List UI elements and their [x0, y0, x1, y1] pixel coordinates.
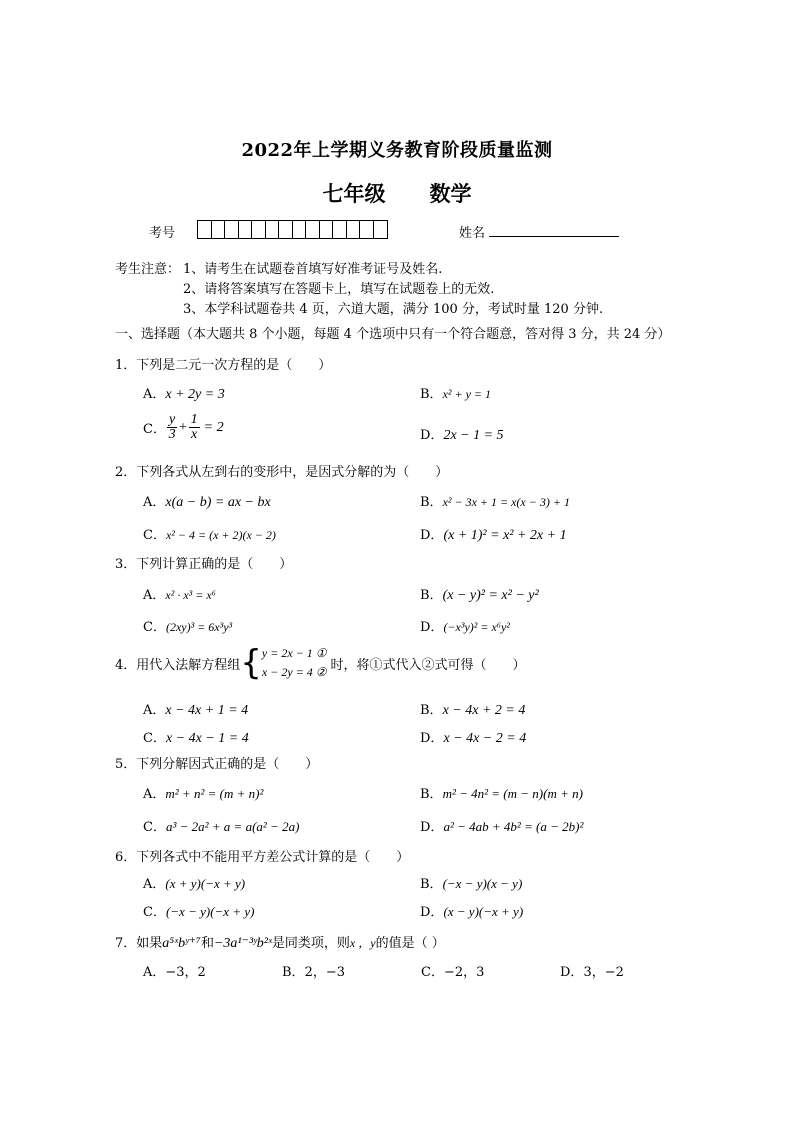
option-expr: 3，−2 — [583, 965, 624, 980]
q3-option-a[interactable] — [143, 584, 216, 603]
option-label: D． — [420, 428, 444, 443]
option-expr: x² + y = 1 — [442, 387, 492, 401]
option-label: C． — [421, 965, 444, 980]
notice-item-3: 3、本学科试题卷共 4 页，六道大题，满分 100 分，考试时量 120 分钟. — [183, 302, 604, 317]
option-label: B． — [420, 387, 443, 402]
exam-id-boxes[interactable] — [197, 220, 388, 239]
name-field-line[interactable] — [489, 236, 619, 237]
question-4-stem — [115, 644, 526, 682]
q7-option-a[interactable] — [143, 961, 206, 980]
option-expr: x(a − b) = ax − bx — [165, 495, 271, 510]
brace-icon: { — [240, 643, 262, 683]
fraction-1-over-x: $\frac{1}{x}$ — [190, 412, 198, 442]
q1-option-d[interactable] — [420, 424, 504, 444]
q3-option-b[interactable] — [420, 584, 539, 604]
question-7-stem — [115, 932, 445, 952]
subject: 数学 — [429, 181, 472, 206]
grade-subject — [0, 178, 794, 208]
option-label: A． — [143, 387, 166, 402]
option-label: A． — [143, 787, 166, 802]
q4-stem-start: 4．用代入法解方程组 — [115, 657, 241, 673]
option-label: A． — [143, 588, 166, 603]
q2-option-c[interactable] — [143, 524, 276, 543]
option-expr: 2x − 1 = 5 — [443, 428, 504, 443]
option-expr: a² − 4ab + 4b² = (a − 2b)² — [443, 819, 584, 834]
option-expr: (x − y)(−x + y) — [443, 904, 524, 919]
option-expr: a³ − 2a² + a = a(a² − 2a) — [165, 819, 300, 834]
option-expr: m² + n² = (m + n)² — [165, 786, 264, 801]
option-expr: m² − 4n² = (m − n)(m + n) — [442, 786, 583, 801]
q6-option-c[interactable] — [143, 901, 254, 920]
q7-stem-mid: 是同类项，则 — [271, 936, 350, 951]
q6-option-b[interactable] — [420, 873, 522, 892]
option-label: D． — [560, 965, 584, 980]
option-expr: (x − y)² = x² − y² — [442, 588, 539, 603]
option-expr: x² − 3x + 1 = x(x − 3) + 1 — [442, 495, 570, 509]
option-expr: x² · x³ = x⁶ — [165, 588, 216, 602]
option-label: D． — [420, 731, 444, 746]
option-expr: (−x − y)(x − y) — [442, 876, 523, 891]
q3-option-d[interactable] — [420, 616, 510, 635]
option-label: B． — [420, 588, 443, 603]
question-5-stem: 5．下列分解因式正确的是（ ） — [115, 757, 319, 772]
option-expr: x² − 4 = (x + 2)(x − 2) — [165, 528, 276, 542]
q1-option-a[interactable] — [143, 383, 225, 403]
option-label: C． — [143, 528, 166, 543]
option-label: C． — [143, 422, 166, 437]
option-expr: x − 4x + 1 = 4 — [165, 703, 249, 718]
option-label: A． — [143, 877, 166, 892]
q4-option-c[interactable] — [143, 727, 249, 747]
option-expr: 2，−3 — [304, 965, 345, 980]
option-label: B． — [420, 703, 443, 718]
q1-option-b[interactable] — [420, 383, 491, 402]
q7-option-b[interactable] — [282, 961, 345, 980]
notice-label: 考生注意： — [115, 262, 181, 277]
q7-stem-start: 7．如果 — [115, 936, 163, 951]
q3-option-c[interactable] — [143, 616, 232, 635]
question-2-stem: 2．下列各式从左到右的变形中，是因式分解的为（ ） — [115, 465, 449, 480]
q5-option-d[interactable] — [420, 816, 583, 835]
option-label: D． — [420, 620, 444, 635]
q2-option-a[interactable] — [143, 491, 271, 511]
term-1: a⁵ˣbʸ⁺⁷ — [162, 936, 201, 951]
q5-option-a[interactable] — [143, 783, 263, 802]
q7-and: 和 — [200, 936, 214, 951]
equation-system — [262, 644, 327, 682]
notice-item-1: 1、请考生在试题卷首填写好准考证号及姓名. — [183, 262, 443, 277]
grade: 七年级 — [322, 181, 386, 206]
option-label: B． — [420, 495, 443, 510]
q4-stem-end: 时，将①式代入②式可得（ ） — [330, 657, 526, 673]
option-label: C． — [143, 905, 166, 920]
plus-sign: + — [178, 419, 188, 435]
option-label: B． — [420, 787, 443, 802]
option-label: B． — [282, 965, 305, 980]
option-label: D． — [420, 820, 444, 835]
q5-option-c[interactable] — [143, 816, 299, 835]
fraction-y-over-3: $\frac{y}{3}$ — [168, 412, 176, 442]
question-1-stem: 1．下列是二元一次方程的是（ ） — [115, 358, 332, 373]
section-1-heading: 一、选择题（本大题共 8 个小题，每题 4 个选项中只有一个符合题意，答对得 3 分，共 24 分） — [115, 327, 671, 342]
option-expr: (−x − y)(−x + y) — [165, 904, 255, 919]
option-expr: (−x³y)² = x⁶y² — [443, 620, 510, 634]
q4-option-d[interactable] — [420, 727, 526, 747]
option-label: D． — [420, 528, 444, 543]
option-label: C． — [143, 620, 166, 635]
q6-option-d[interactable] — [420, 901, 523, 920]
q2-option-b[interactable] — [420, 491, 570, 510]
option-label: D． — [420, 905, 444, 920]
option-expr: −3，2 — [165, 965, 206, 980]
q5-option-b[interactable] — [420, 783, 583, 802]
option-label: C． — [143, 820, 166, 835]
question-3-stem: 3．下列计算正确的是（ ） — [115, 557, 293, 572]
option-expr: x − 4x + 2 = 4 — [442, 703, 526, 718]
q1-option-c[interactable] — [143, 413, 224, 442]
option-expr: (x + y)(−x + y) — [165, 876, 246, 891]
q4-option-a[interactable] — [143, 699, 248, 719]
option-expr: x − 4x − 1 = 4 — [165, 731, 249, 746]
q7-vars: x ，y — [349, 936, 376, 950]
option-expr: = 2 — [203, 419, 224, 435]
option-label: B． — [420, 877, 443, 892]
q2-option-d[interactable] — [420, 524, 567, 544]
notice-item-2: 2、请将答案填写在答题卡上，填写在试题卷上的无效. — [183, 282, 495, 297]
exam-title: 2022年上学期义务教育阶段质量监测 — [241, 140, 553, 161]
q6-option-a[interactable] — [143, 873, 245, 892]
option-expr: (2xy)³ = 6x³y³ — [165, 620, 233, 634]
question-6-stem: 6．下列各式中不能用平方差公式计算的是（ ） — [115, 850, 410, 865]
option-label: A． — [143, 965, 166, 980]
equation-1: y = 2x − 1 ① — [261, 646, 327, 660]
option-label: C． — [143, 731, 166, 746]
q7-stem-end: 的值是（ ） — [375, 936, 445, 951]
option-label: A． — [143, 703, 166, 718]
q7-option-c[interactable] — [421, 961, 484, 980]
equation-2: x − 2y = 4 ② — [261, 665, 327, 679]
option-expr: −2，3 — [443, 965, 485, 980]
q7-option-d[interactable] — [560, 961, 624, 980]
option-expr: (x + 1)² = x² + 2x + 1 — [443, 528, 567, 543]
exam-id-label: 考号 — [149, 226, 176, 241]
q4-option-b[interactable] — [420, 699, 525, 719]
option-expr: x + 2y = 3 — [165, 387, 225, 402]
option-label: A． — [143, 495, 166, 510]
term-2: −3a¹⁻³ʸb²ˣ — [213, 936, 272, 951]
name-label: 姓名 — [459, 226, 486, 241]
option-expr: x − 4x − 2 = 4 — [443, 731, 527, 746]
